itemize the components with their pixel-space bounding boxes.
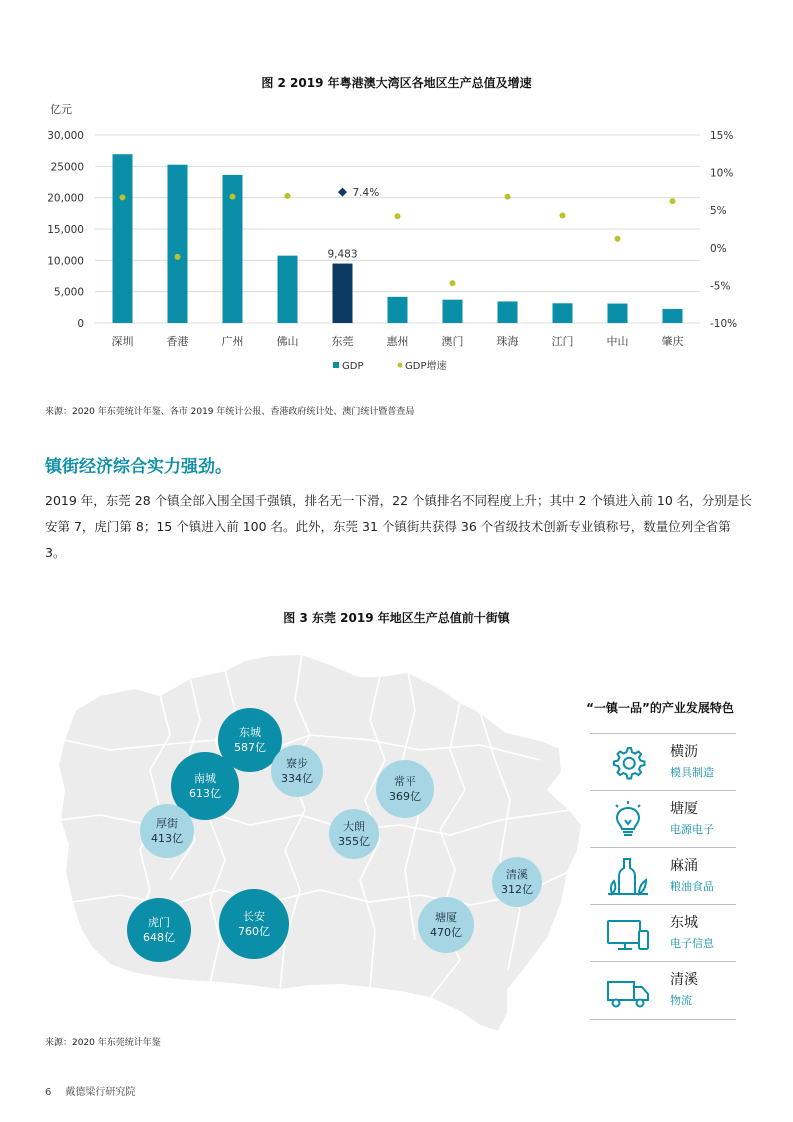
right-tick-label: 10% xyxy=(710,167,734,180)
right-tick-label: -5% xyxy=(710,280,731,293)
dongguan-map xyxy=(40,640,590,1040)
category-label: 东莞 xyxy=(331,335,354,348)
section-heading: 镇街经济综合实力强劲。 xyxy=(45,457,232,477)
monitor-phone-icon xyxy=(606,913,650,955)
category-label: 珠海 xyxy=(496,335,519,348)
bar-value-label: 9,483 xyxy=(327,248,358,261)
category-label: 江门 xyxy=(551,335,574,348)
gdp-bar xyxy=(113,154,133,323)
town-value: 613亿 xyxy=(189,787,221,800)
footer-org: 戴德梁行研究院 xyxy=(65,1087,136,1098)
town-value: 413亿 xyxy=(151,832,183,845)
industry-name: 物流 xyxy=(670,994,692,1007)
legend-growth-label: GDP增速 xyxy=(405,361,447,372)
left-axis-ticks xyxy=(47,130,84,330)
right-tick-label: 5% xyxy=(710,205,727,218)
town-bubble xyxy=(271,745,323,797)
growth-dot xyxy=(505,194,511,200)
left-tick-label: 5,000 xyxy=(53,286,84,299)
gdp-bar xyxy=(498,301,518,323)
industry-town: 东城 xyxy=(670,915,698,931)
industry-town: 塘厦 xyxy=(670,801,698,817)
truck-icon xyxy=(606,970,650,1012)
industry-row xyxy=(590,904,736,962)
growth-value-label: 7.4% xyxy=(352,187,380,200)
industry-town: 横沥 xyxy=(670,744,698,760)
town-value: 355亿 xyxy=(338,835,370,848)
legend-gdp-swatch xyxy=(333,362,339,368)
town-bubble xyxy=(140,804,194,858)
left-tick-label: 20,000 xyxy=(47,192,84,205)
left-tick-label: 15,000 xyxy=(47,224,84,236)
industry-name: 模具制造 xyxy=(670,766,714,779)
category-label: 香港 xyxy=(166,335,189,348)
lightbulb-icon xyxy=(606,799,650,841)
industry-row xyxy=(590,790,736,848)
town-name: 南城 xyxy=(194,772,216,785)
right-tick-label: 15% xyxy=(710,130,734,142)
town-value: 587亿 xyxy=(234,741,266,754)
section-paragraph: 2019 年，东莞 28 个镇全部入围全国千强镇，排名无一下滑，22 个镇排名不同程度上升；其中 2 个镇进入前 10 名，分别是长安第 7，虎门第 8；15 个镇进入前 100 名。此外，东莞 31 个镇街共获得 36 个省级技术创新专业镇称号，数量位列全省第 3。 xyxy=(45,493,752,560)
y-axis-label: 亿元 xyxy=(50,103,72,116)
town-bubble xyxy=(329,809,379,859)
category-label: 中山 xyxy=(606,335,629,348)
growth-dot xyxy=(175,254,181,260)
town-name: 常平 xyxy=(394,775,416,788)
figure2-source: 来源：2020 年东莞统计年鉴、各市 2019 年统计公报、香港政府统计处、澳门统计暨普查局 xyxy=(45,407,415,417)
gear-icon xyxy=(606,742,650,784)
town-bubble xyxy=(376,760,434,818)
town-value: 648亿 xyxy=(143,931,175,944)
gdp-bar xyxy=(278,256,298,323)
right-tick-label: -10% xyxy=(710,318,738,330)
town-value: 470亿 xyxy=(430,926,462,939)
legend-gdp-label: GDP xyxy=(342,361,364,372)
figure3-title: 图 3 东莞 2019 年地区生产总值前十街镇 xyxy=(283,611,510,625)
growth-dots xyxy=(120,187,676,286)
town-name: 寮步 xyxy=(286,757,308,770)
category-label: 澳门 xyxy=(441,335,464,348)
right-tick-label: 0% xyxy=(710,242,727,255)
category-label: 肇庆 xyxy=(661,335,684,348)
industry-row xyxy=(590,847,736,905)
growth-dot xyxy=(615,236,621,242)
category-labels xyxy=(112,334,684,348)
growth-marker-highlight xyxy=(338,188,347,197)
industry-town: 清溪 xyxy=(670,972,698,988)
town-bubble xyxy=(219,889,289,959)
growth-dot xyxy=(395,213,401,219)
town-value: 312亿 xyxy=(501,883,533,896)
town-bubble xyxy=(127,898,191,962)
right-axis-ticks xyxy=(710,130,737,330)
gdp-bar xyxy=(663,309,683,323)
industry-name: 电子信息 xyxy=(670,937,714,950)
town-bubble xyxy=(492,857,542,907)
category-label: 佛山 xyxy=(276,335,299,348)
growth-dot xyxy=(560,212,566,218)
industry-name: 粮油食品 xyxy=(670,880,714,893)
left-tick-label: 25000 xyxy=(50,161,84,174)
town-name: 东城 xyxy=(239,726,261,739)
town-name: 清溪 xyxy=(506,868,528,881)
figure3-source: 来源：2020 年东莞统计年鉴 xyxy=(45,1038,161,1048)
growth-dot xyxy=(450,280,456,286)
industry-title: “一镇一品”的产业发展特色 xyxy=(586,701,734,715)
industry-row xyxy=(590,733,736,791)
left-tick-label: 10,000 xyxy=(47,255,84,268)
chart-legend xyxy=(333,359,446,372)
gdp-bar xyxy=(443,300,463,323)
category-label: 惠州 xyxy=(386,335,409,348)
growth-dot xyxy=(120,194,126,200)
town-value: 369亿 xyxy=(389,790,421,803)
town-value: 334亿 xyxy=(281,772,313,785)
figure2-title: 图 2 2019 年粤港澳大湾区各地区生产总值及增速 xyxy=(261,76,532,90)
bottle-grain-icon xyxy=(606,856,650,898)
gdp-bar xyxy=(553,303,573,323)
industry-town: 麻涌 xyxy=(670,858,698,874)
category-label: 深圳 xyxy=(111,335,134,348)
page-footer xyxy=(45,1083,149,1098)
gdp-bar xyxy=(608,304,628,323)
industry-name: 电源电子 xyxy=(670,823,714,836)
town-value: 760亿 xyxy=(238,925,270,938)
gdp-bars xyxy=(113,154,683,323)
page-number: 6 xyxy=(45,1087,52,1098)
gdp-bar xyxy=(168,165,188,323)
town-name: 厚街 xyxy=(156,817,178,830)
gdp-bar xyxy=(388,297,408,323)
town-name: 塘厦 xyxy=(435,911,457,924)
industry-row xyxy=(590,961,736,1020)
growth-dot xyxy=(670,198,676,204)
left-tick-label: 30,000 xyxy=(47,130,84,142)
category-label: 广州 xyxy=(221,335,244,348)
growth-dot xyxy=(230,194,236,200)
town-bubble xyxy=(418,897,474,953)
town-name: 虎门 xyxy=(148,916,170,929)
gdp-bar xyxy=(333,264,353,323)
growth-dot xyxy=(285,193,291,199)
legend-growth-swatch xyxy=(398,363,403,368)
town-name: 长安 xyxy=(243,910,265,923)
gdp-chart xyxy=(0,100,793,385)
left-tick-label: 0 xyxy=(77,318,84,330)
town-name: 大朗 xyxy=(343,820,365,833)
